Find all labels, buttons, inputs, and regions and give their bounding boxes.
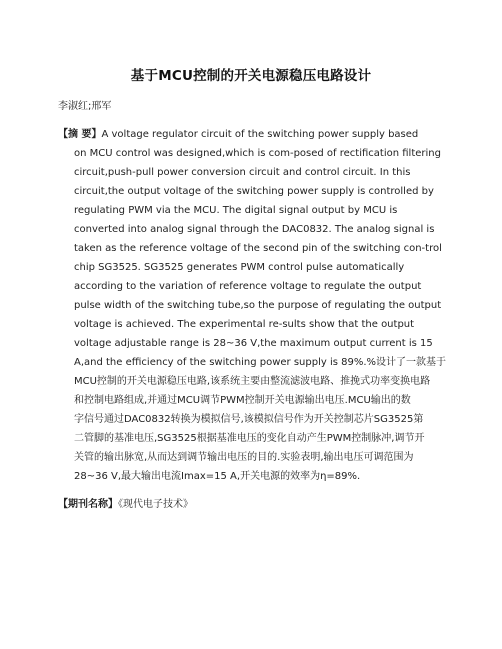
abstract-line: 二管脚的基准电压,SG3525根据基准电压的变化自动产生PWM控制脉冲,调节开 (74, 433, 425, 444)
journal-label: 【期刊名称】 (58, 499, 118, 510)
abstract-line: converted into analog signal through the DAC0832. The analog signal is (74, 224, 435, 235)
abstract-line: A,and the efficiency of the switching power supply is 89%.%设计了一款基于 (74, 357, 447, 368)
abstract-line: regulating PWM via the MCU. The digital signal output by MCU is (74, 205, 398, 216)
abstract-section (58, 125, 447, 486)
journal-info (58, 495, 193, 510)
abstract-line: voltage adjustable range is 28~36 V,the maximum output current is 15 (74, 338, 433, 349)
paper-title: 基于MCU控制的开关电源稳压电路设计 (130, 68, 372, 84)
abstract-line: 28~36 V,最大输出电流Imax=15 A,开关电源的效率为η=89%. (74, 471, 361, 482)
paper-authors: 李淑红;邢军 (58, 101, 112, 112)
abstract-line: chip SG3525. SG3525 generates PWM control pulse automatically (74, 262, 405, 273)
abstract-line: 【摘 要】A voltage regulator circuit of the switching power supply based (58, 129, 419, 140)
abstract-line: according to the variation of reference voltage to regulate the output (74, 281, 422, 292)
journal-name: 《现代电子技术》 (118, 499, 193, 510)
abstract-line: on MCU control was designed,which is com-posed of rectification filtering (74, 148, 441, 159)
abstract-line: voltage is achieved. The experimental re-sults show that the output (74, 319, 415, 330)
abstract-line: taken as the reference voltage of the second pin of the switching con-trol (74, 243, 442, 254)
abstract-line: 和控制电路组成,并通过MCU调节PWM控制开关电源输出电压.MCU输出的数 (74, 395, 411, 406)
abstract-line: MCU控制的开关电源稳压电路,该系统主要由整流滤波电路、推挽式功率变换电路 (74, 376, 431, 387)
abstract-label: 【摘 要】 (58, 129, 102, 140)
abstract-line: 关管的输出脉宽,从而达到调节输出电压的目的.实验表明,输出电压可调范围为 (74, 452, 414, 463)
abstract-line: pulse width of the switching tube,so the purpose of regulating the output (74, 300, 442, 311)
abstract-line: 字信号通过DAC0832转换为模拟信号,该模拟信号作为开关控制芯片SG3525第 (74, 414, 424, 425)
abstract-line: circuit,the output voltage of the switching power supply is controlled by (74, 186, 434, 197)
abstract-line: circuit,push-pull power conversion circuit and control circuit. In this (74, 167, 411, 178)
